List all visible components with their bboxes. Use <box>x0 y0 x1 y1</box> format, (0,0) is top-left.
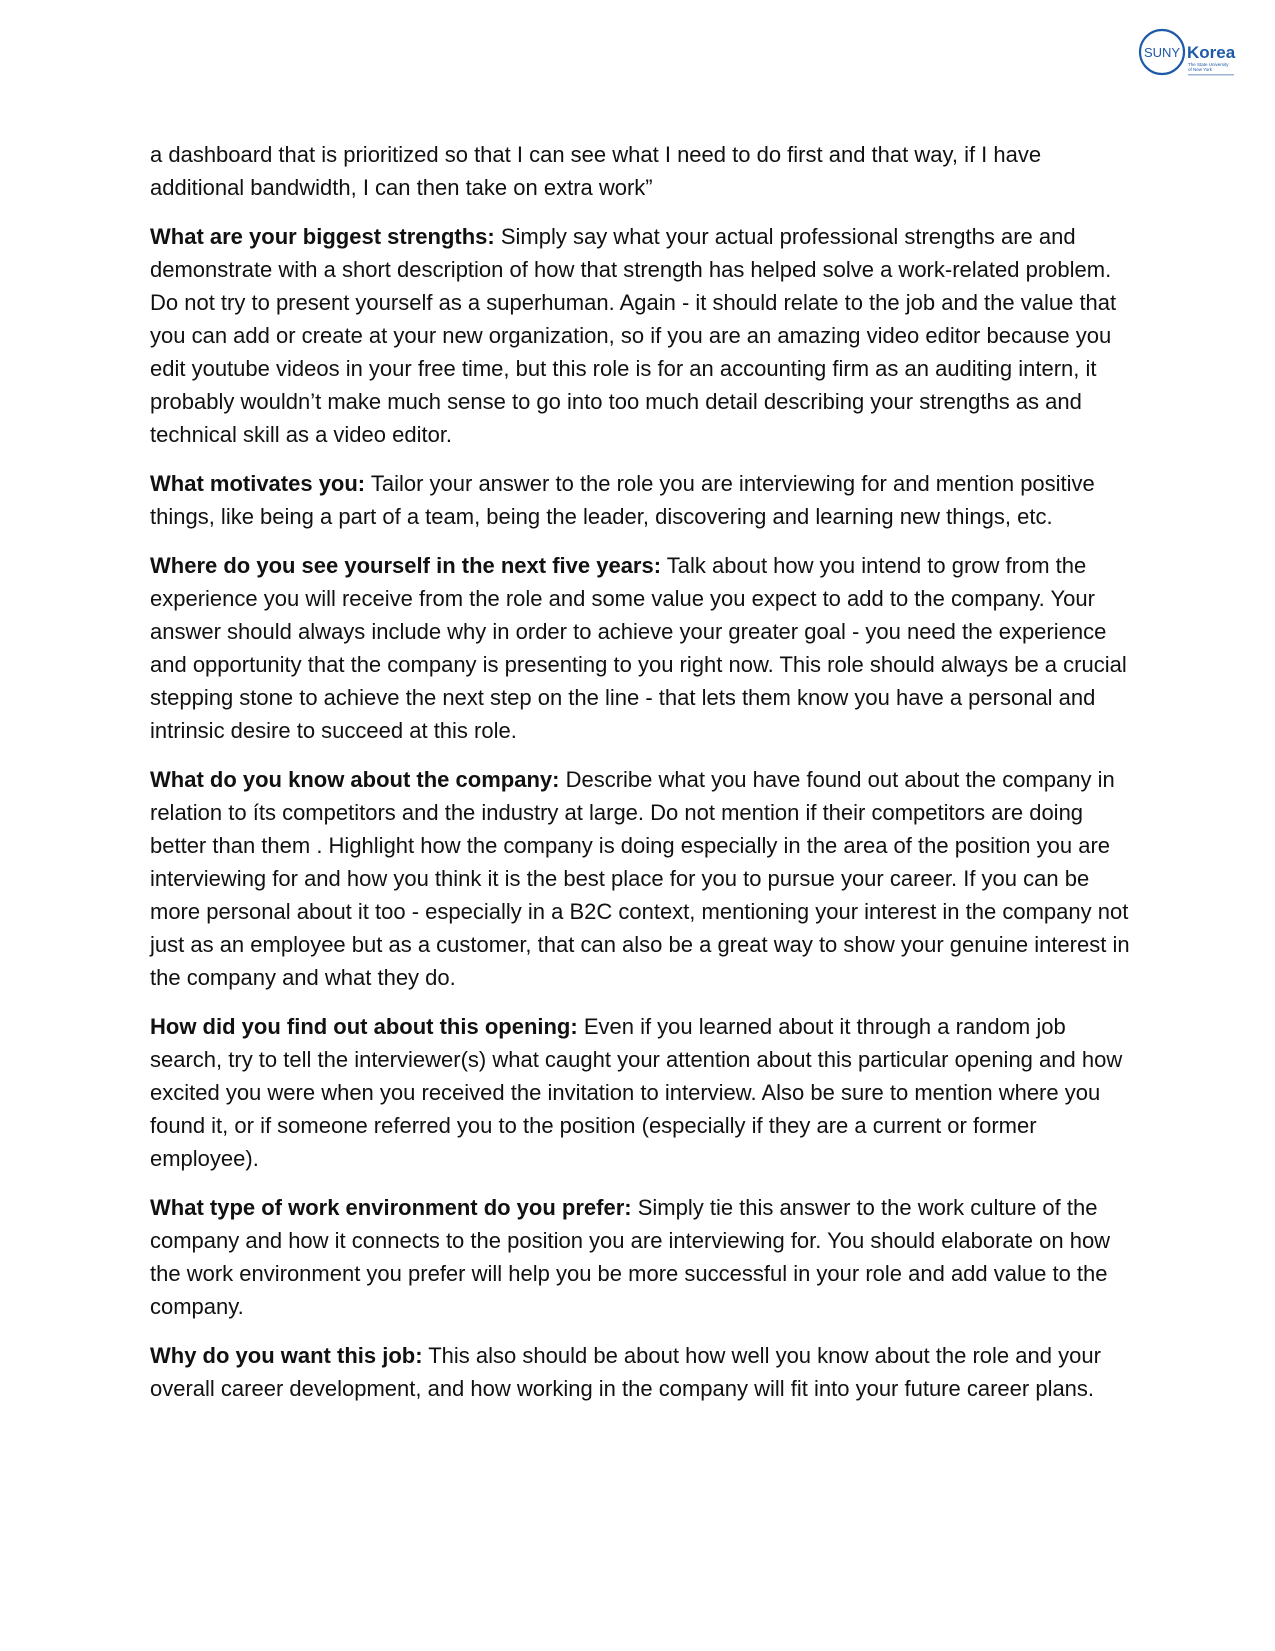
paragraph-environment <box>150 1191 1140 1323</box>
paragraph-opening <box>150 1010 1140 1175</box>
answer-text: Simply tie this answer to the work culture of the company and how it connects to the position you are interviewing for. You should elaborate on how the work environment you prefer will help you be more successful in your role and add value to the company. <box>150 1195 1111 1319</box>
answer-text: Talk about how you intend to grow from the experience you will receive from the role and some value you expect to add to the company. Your answer should always include why in order to achieve your greater goal - you need the experience and opportunity that the company is presenting to you right now. This role should always be a crucial stepping stone to achieve the next step on the line - that lets them know you have a personal and intrinsic desire to succeed at this role. <box>150 553 1127 743</box>
answer-text: Even if you learned about it through a random job search, try to tell the interviewer(s) what caught your attention about this particular opening and how excited you were when you received the invitation to interview. Also be sure to mention where you found it, or if someone referred you to the position (especially if they are a current or former employee). <box>150 1014 1123 1171</box>
document-body <box>150 138 1140 1421</box>
suny-korea-logo <box>1138 28 1248 84</box>
question-heading: What do you know about the company: <box>150 767 560 792</box>
question-heading: What type of work environment do you prefer: <box>150 1195 632 1220</box>
question-heading: Where do you see yourself in the next five years: <box>150 553 662 578</box>
question-heading: What are your biggest strengths: <box>150 224 495 249</box>
paragraph-strengths <box>150 220 1140 451</box>
paragraph-motivates <box>150 467 1140 533</box>
question-heading: How did you find out about this opening: <box>150 1014 578 1039</box>
logo-sub-text-1: The State University <box>1188 62 1229 67</box>
paragraph-why-job <box>150 1339 1140 1405</box>
logo-sub-text-2: of New York <box>1188 67 1213 72</box>
paragraph-dashboard <box>150 138 1140 204</box>
answer-text: This also should be about how well you know about the role and your overall career development, and how working in the company will fit into your future career plans. <box>150 1343 1101 1401</box>
answer-text: Describe what you have found out about the company in relation to íts competitors and the industry at large. Do not mention if their competitors are doing better than them . Highlight how the company is doing especially in the area of the position you are interviewing for and how you think it is the best place for you to pursue your career. If you can be more personal about it too - especially in a B2C context, mentioning your interest in the company not just as an employee but as a customer, that can also be a great way to show your genuine interest in the company and what they do. <box>150 767 1130 990</box>
paragraph-text: a dashboard that is prioritized so that I can see what I need to do first and that way, if I have additional bandwidth, I can then take on extra work” <box>150 142 1042 200</box>
paragraph-five-years <box>150 549 1140 747</box>
logo-suny-text: SUNY <box>1143 45 1181 60</box>
question-heading: What motivates you: <box>150 471 366 496</box>
answer-text: Tailor your answer to the role you are interviewing for and mention positive things, like being a part of a team, being the leader, discovering and learning new things, etc. <box>150 471 1095 529</box>
question-heading: Why do you want this job: <box>150 1343 423 1368</box>
logo-korea-text: Korea <box>1187 43 1236 62</box>
paragraph-company <box>150 763 1140 994</box>
answer-text: Simply say what your actual professional strengths are and demonstrate with a short description of how that strength has helped solve a work-related problem. Do not try to present yourself as a superhuman. Again - it should relate to the job and the value that you can add or create at your new organization, so if you are an amazing video editor because you edit youtube videos in your free time, but this role is for an accounting firm as an auditing intern, it probably wouldn’t make much sense to go into too much detail describing your strengths as and technical skill as a video editor. <box>150 224 1117 447</box>
